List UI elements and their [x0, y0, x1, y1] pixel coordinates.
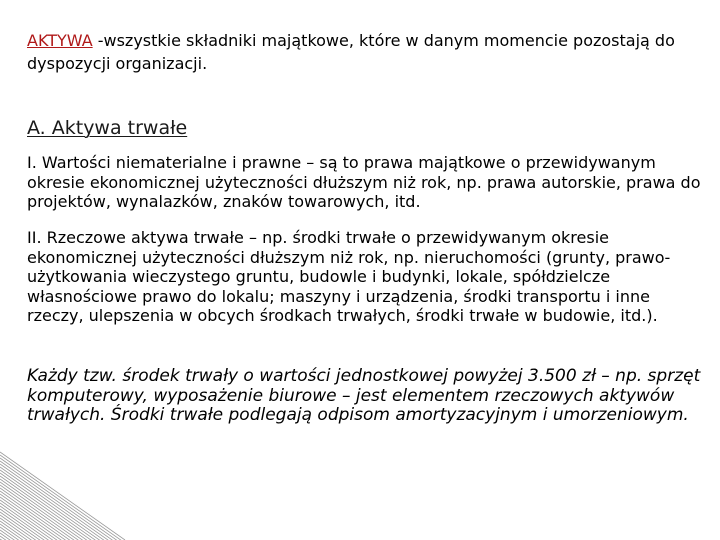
- term-aktywa: AKTYWA: [27, 31, 93, 50]
- corner-stripe: [0, 452, 125, 540]
- corner-stripe: [0, 497, 125, 540]
- paragraph-intangible-assets: I. Wartości niematerialne i prawne – są to prawa majątkowe o przewidywanym okresie ekonomicznej użyteczności dłuższym niż rok, np. prawa autorskie, prawa do projektów, wynalazków, znaków towarowych, itd.: [27, 153, 701, 211]
- fixed-asset-note: Każdy tzw. środek trwały o wartości jednostkowej powyżej 3.500 zł – np. sprzęt komputerowy, wyposażenie biurowe – jest elementem rzeczowych aktywów trwałych. Środki trwałe podlegają odpisom amortyzacyjnym i umorzeniowym.: [27, 366, 701, 425]
- paragraph-tangible-assets: II. Rzeczowe aktywa trwałe – np. środki trwałe o przewidywanym okresie ekonomicznej użyteczności dłuższym niż rok, np. nieruchomości (grunty, prawoużytkowania wieczystego gruntu, budowle i budynki, lokale, spółdzielcze własnościowe prawo do lokalu; maszyny i urządzenia, środki transportu i inne rzeczy, ulepszenia w obcych środkach trwałych, środki trwałe w budowie, itd.).: [27, 228, 671, 325]
- term-definition: -wszystkie składniki majątkowe, które w danym momencie pozostają do dyspozycji organizacji.: [27, 31, 675, 73]
- section-heading: A. Aktywa trwałe: [27, 117, 188, 139]
